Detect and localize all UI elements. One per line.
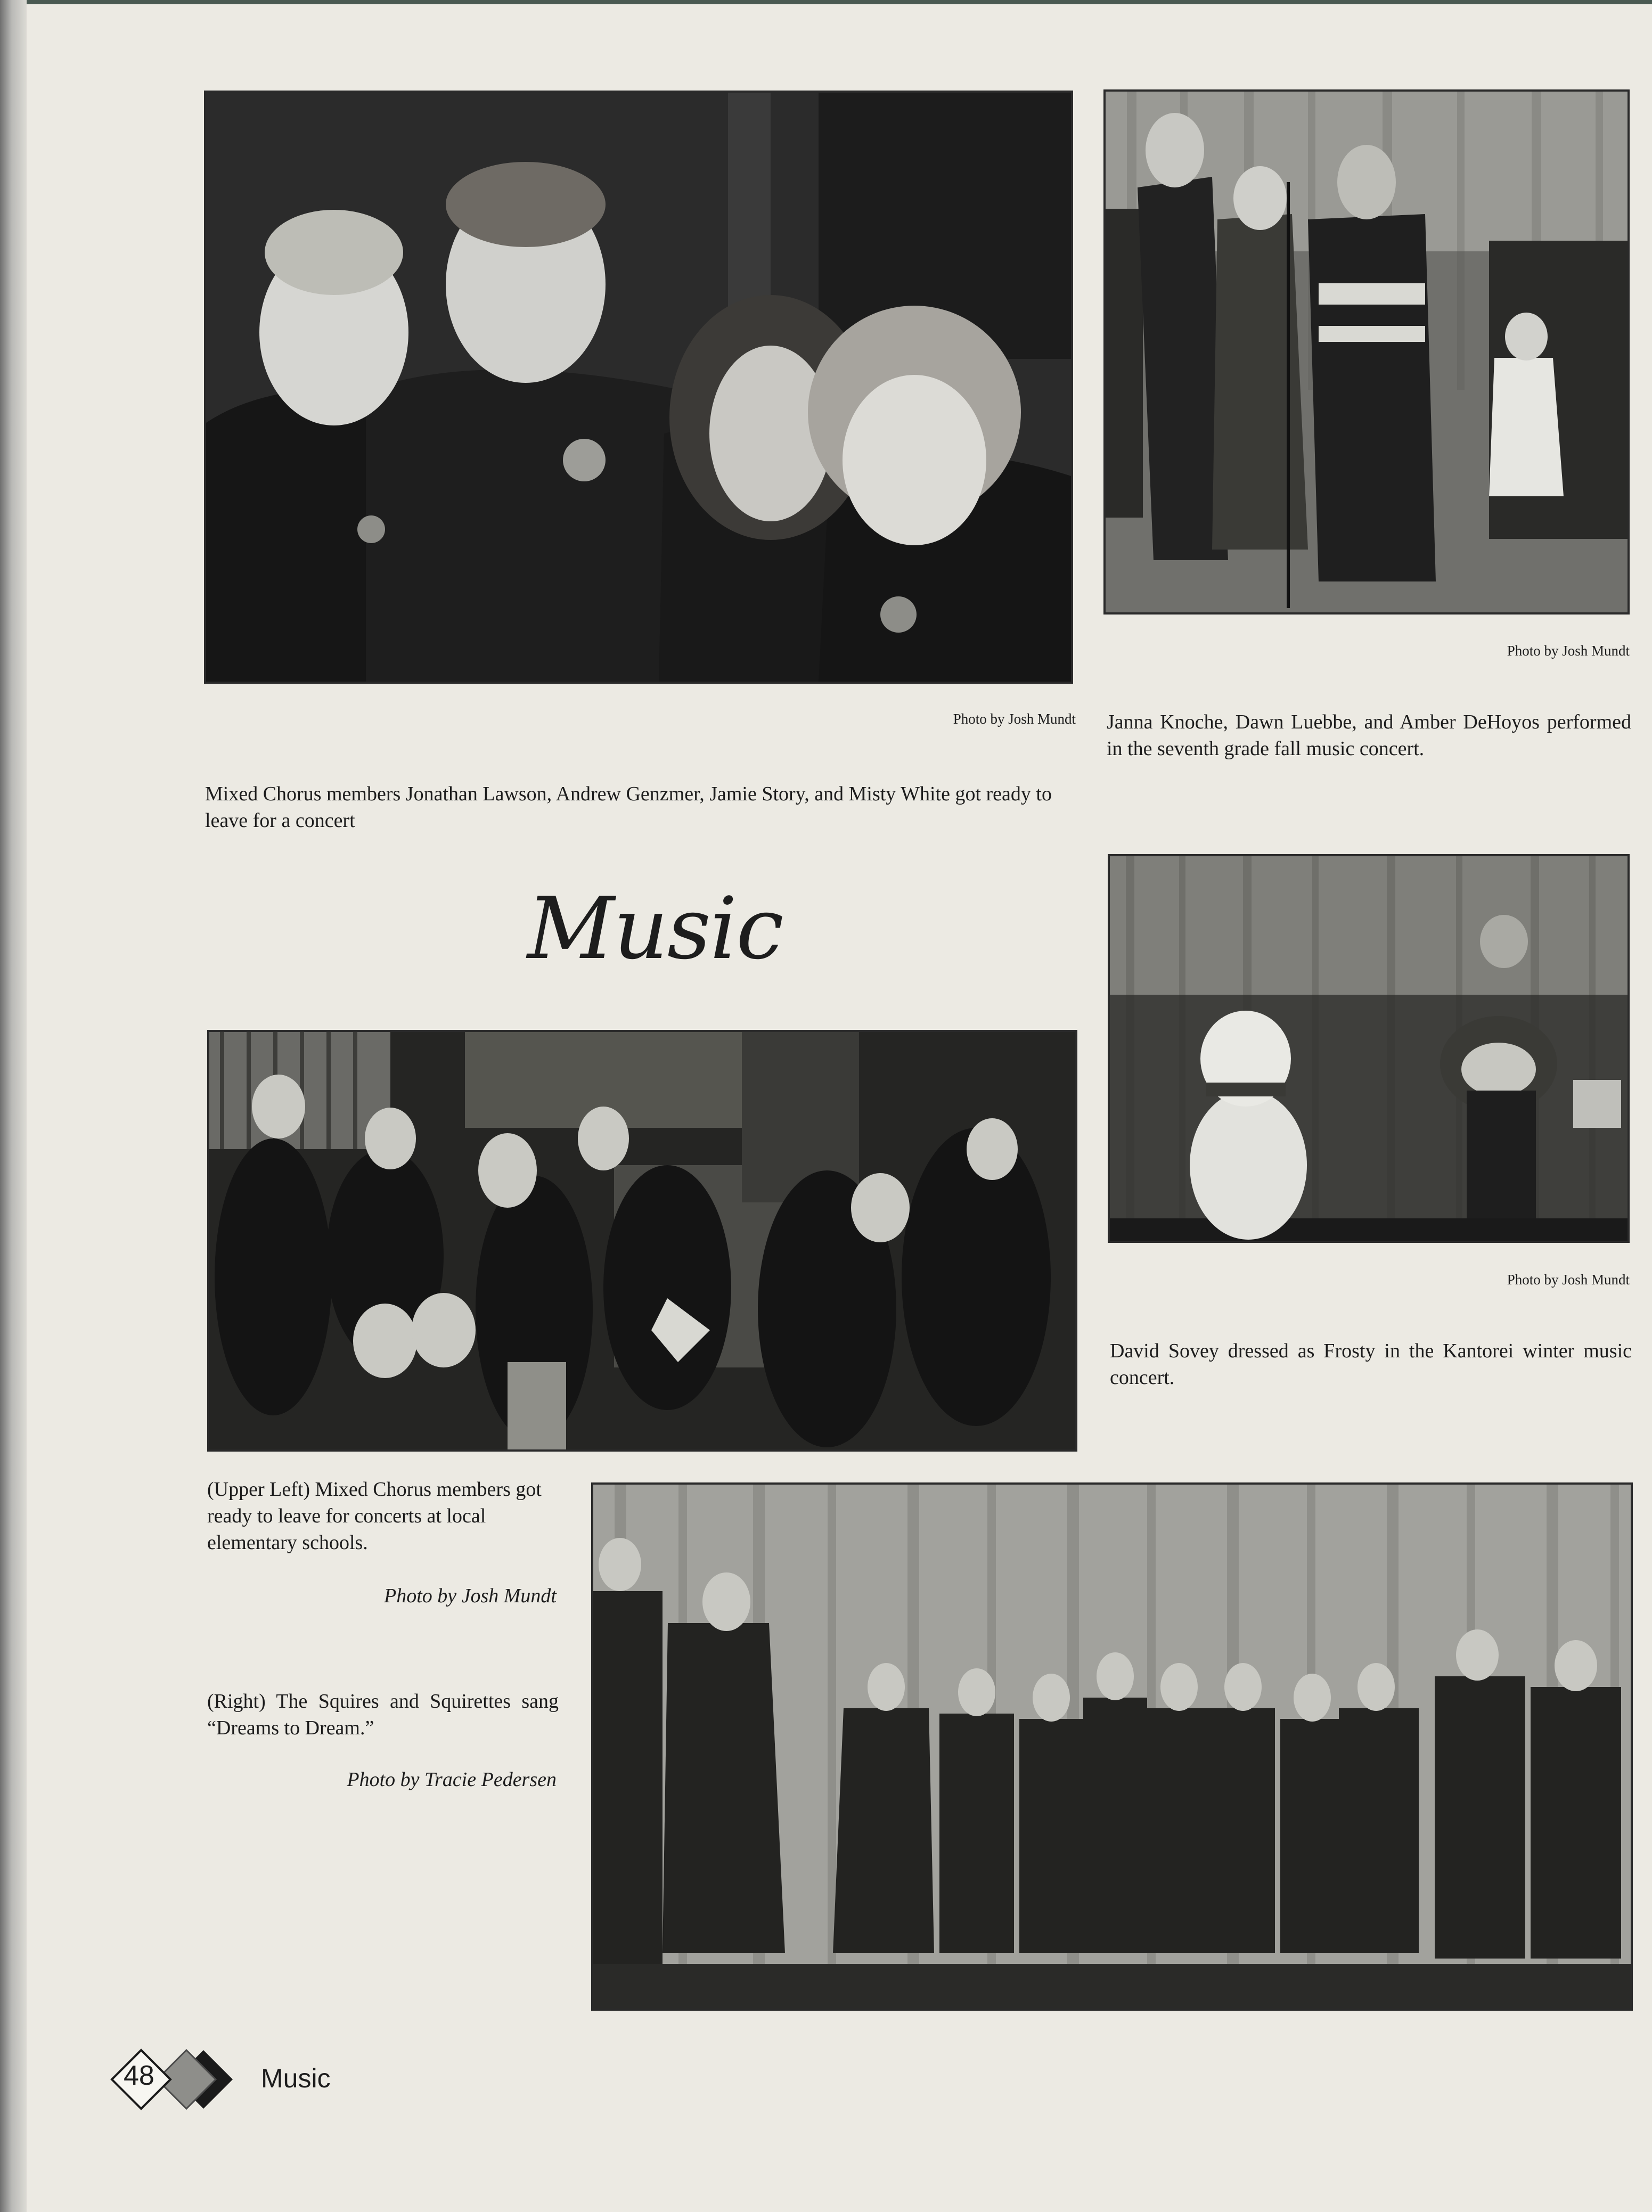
side-caption-upper-left: (Upper Left) Mixed Chorus members got ready to leave for concerts at local elementary schools. [207, 1478, 542, 1554]
caption-middle-right: David Sovey dressed as Frosty in the Kantorei winter music concert. [1110, 1340, 1632, 1389]
page-number: 48 [124, 2060, 154, 2091]
photo-mixed-chorus-members [204, 91, 1073, 684]
side-credit-upper-left: Photo by Josh Mundt [383, 1585, 557, 1607]
section-label: Music [261, 2063, 331, 2093]
photo-credit-middle-right: Photo by Josh Mundt [1507, 1272, 1630, 1288]
photo-credit-top-right: Photo by Josh Mundt [1507, 643, 1630, 659]
page-heading: Music [527, 879, 783, 978]
caption-top-left: Mixed Chorus members Jonathan Lawson, Andrew Genzmer, Jamie Story, and Misty White got ready to leave for a concert [205, 783, 1052, 832]
page-top-edge [0, 0, 1652, 4]
photo-seventh-grade-concert [1103, 89, 1630, 615]
photo-squires-squirettes [591, 1482, 1633, 2011]
page-binding-edge [0, 0, 27, 2212]
caption-top-right: Janna Knoche, Dawn Luebbe, and Amber DeHoyos performed in the seventh grade fall music concert. [1107, 711, 1631, 760]
photo-mixed-chorus-hallway [207, 1030, 1077, 1452]
photo-credit-top-left: Photo by Josh Mundt [953, 711, 1076, 727]
side-credit-right: Photo by Tracie Pedersen [347, 1768, 557, 1791]
side-caption-right: (Right) The Squires and Squirettes sang “Dreams to Dream.” [207, 1690, 559, 1739]
photo-frosty-snowman [1108, 854, 1630, 1243]
